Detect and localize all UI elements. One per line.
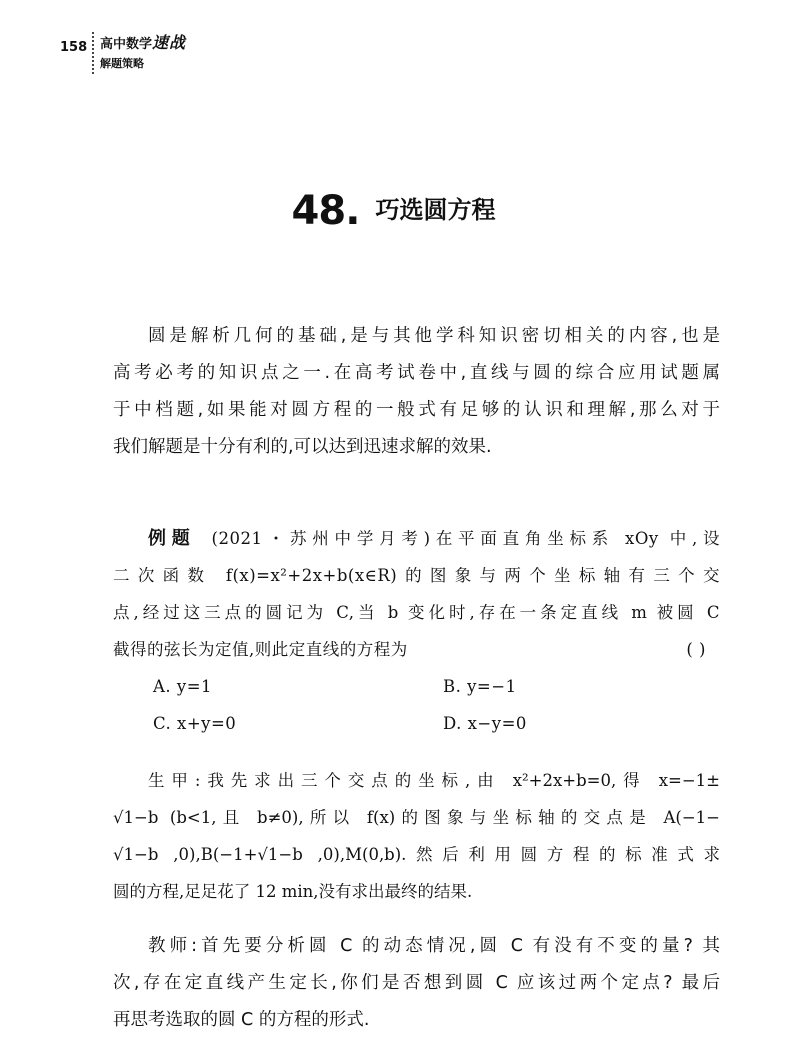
teacher-comment [113,928,720,1039]
intro-line: 高考必考的知识点之一.在高考试卷中,直线与圆的综合应用试题属 [113,363,720,383]
book-title [100,30,186,53]
book-title-main: 高中数学 [100,37,153,52]
teacher-line: 再思考选取的圆 C 的方程的形式. [113,1010,370,1030]
intro-paragraph [113,318,720,466]
student-line: 生甲:我先求出三个交点的坐标,由 x²+2x+b=0,得 x=−1± [148,771,720,790]
option-d: D. x−y=0 [443,714,527,733]
options-row [113,668,720,705]
intro-line: 于中档题,如果能对圆方程的一般式有足够的认识和理解,那么对于 [113,400,720,420]
page-number: 158 [60,40,88,55]
teacher-line: 次,存在定直线产生定长,你们是否想到圆 C 应该过两个定点? 最后 [113,973,720,993]
running-header [60,30,186,74]
book-title-accent: 速战 [152,33,187,52]
student-line: 圆的方程,足足花了 12 min,没有求出最终的结果. [113,882,473,901]
example-problem [113,520,720,742]
teacher-line: 教师:首先要分析圆 C 的动态情况,圆 C 有没有不变的量? 其 [148,936,720,956]
example-text: (2021・苏州中学月考)在平面直角坐标系 xOy 中,设 [211,529,720,548]
option-c: C. x+y=0 [153,714,237,733]
option-b: B. y=−1 [443,677,517,696]
chapter-number: 48 [291,188,346,234]
example-text: 截得的弦长为定值,则此定直线的方程为 [113,640,408,659]
student-answer [113,762,720,910]
intro-line: 我们解题是十分有利的,可以达到迅速求解的效果. [113,437,492,457]
option-a: A. y=1 [153,677,213,696]
chapter-heading [0,188,787,234]
student-line: √1−b ,0),B(−1+√1−b ,0),M(0,b).然后利用圆方程的标准式求 [113,845,720,864]
student-line: √1−b (b<1,且 b≠0),所以 f(x)的图象与坐标轴的交点是 A(−1− [113,808,720,827]
chapter-dot: . [345,188,361,234]
chapter-title: 巧选圆方程 [375,196,496,224]
answer-bracket: ( ) [686,640,706,659]
header-divider [92,32,94,74]
example-label: 例题 [148,528,196,549]
example-line: 二次函数 f(x)=x²+2x+b(x∈R)的图象与两个坐标轴有三个交 [113,566,720,585]
options-row [113,705,720,742]
book-title-block [100,30,186,71]
example-line: 点,经过这三点的圆记为 C,当 b 变化时,存在一条定直线 m 被圆 C [113,603,720,622]
intro-line: 圆是解析几何的基础,是与其他学科知识密切相关的内容,也是 [148,326,720,346]
example-line [113,520,720,557]
example-line [113,631,720,668]
book-subtitle: 解题策略 [100,57,144,70]
